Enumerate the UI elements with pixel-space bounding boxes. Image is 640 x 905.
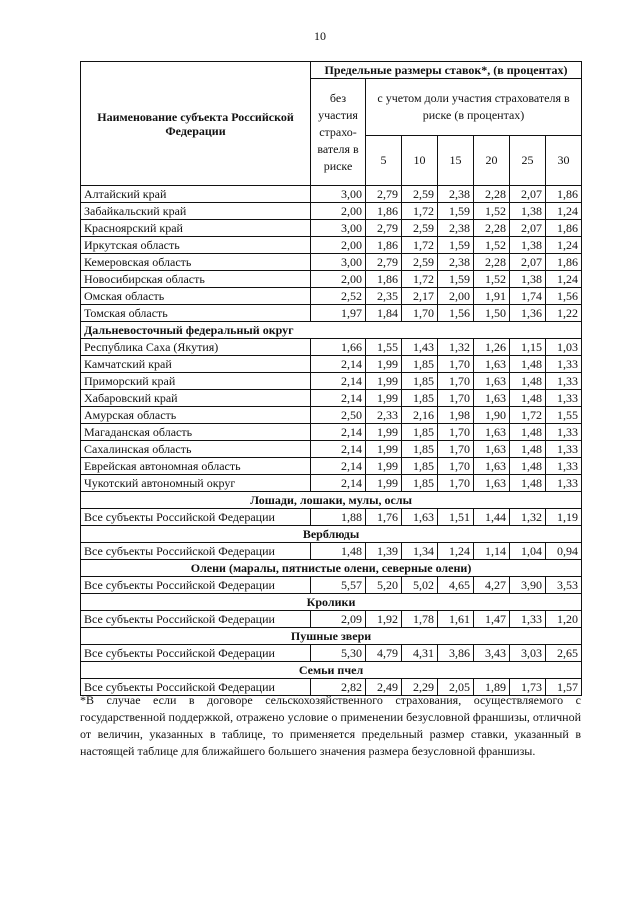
subject-name-cell: Алтайский край: [81, 186, 311, 203]
percent-header: 15: [438, 135, 474, 185]
rate-value-cell: 1,70: [438, 424, 474, 441]
rate-value-cell: 2,07: [510, 220, 546, 237]
percent-header: 10: [402, 135, 438, 185]
rate-value-cell: 1,48: [311, 543, 366, 560]
table-row: [81, 203, 582, 220]
subject-name-cell: Иркутская область: [81, 237, 311, 254]
rate-value-cell: 1,26: [474, 339, 510, 356]
rate-value-cell: 1,24: [438, 543, 474, 560]
subject-name-cell: Все субъекты Российской Федерации: [81, 645, 311, 662]
rate-value-cell: 3,00: [311, 254, 366, 271]
table-row: [81, 186, 582, 203]
table-row: [81, 356, 582, 373]
section-title: Верблюды: [81, 526, 582, 543]
rate-value-cell: 1,86: [366, 237, 402, 254]
table-row: [81, 373, 582, 390]
rate-value-cell: 1,98: [438, 407, 474, 424]
section-title: Пушные звери: [81, 628, 582, 645]
rate-value-cell: 1,63: [474, 475, 510, 492]
rate-value-cell: 1,99: [366, 373, 402, 390]
section-header-row: [81, 526, 582, 543]
percent-header: 5: [366, 135, 402, 185]
rate-value-cell: 1,38: [510, 237, 546, 254]
table-row: [81, 577, 582, 594]
rate-value-cell: 2,07: [510, 186, 546, 203]
section-header-row: [81, 628, 582, 645]
rate-value-cell: 1,52: [474, 237, 510, 254]
rate-value-cell: 1,04: [510, 543, 546, 560]
rate-value-cell: 2,49: [366, 679, 402, 696]
rate-value-cell: 1,47: [474, 611, 510, 628]
rate-value-cell: 1,70: [438, 390, 474, 407]
table-row: [81, 543, 582, 560]
subject-name-cell: Омская область: [81, 288, 311, 305]
rate-value-cell: 1,34: [402, 543, 438, 560]
rate-value-cell: 1,70: [438, 475, 474, 492]
rate-value-cell: 2,14: [311, 424, 366, 441]
rate-value-cell: 1,48: [510, 356, 546, 373]
rate-value-cell: 1,86: [546, 254, 582, 271]
rate-value-cell: 1,63: [474, 441, 510, 458]
rate-value-cell: 1,89: [474, 679, 510, 696]
rate-value-cell: 1,55: [546, 407, 582, 424]
rate-value-cell: 1,85: [402, 356, 438, 373]
rate-value-cell: 2,09: [311, 611, 366, 628]
subject-name-cell: Красноярский край: [81, 220, 311, 237]
rate-value-cell: 1,33: [546, 390, 582, 407]
subject-name-cell: Новосибирская область: [81, 271, 311, 288]
rate-value-cell: 1,86: [546, 186, 582, 203]
rate-value-cell: 5,20: [366, 577, 402, 594]
rate-value-cell: 1,24: [546, 203, 582, 220]
section-header-row: [81, 560, 582, 577]
rate-value-cell: 1,48: [510, 475, 546, 492]
subject-name-cell: Все субъекты Российской Федерации: [81, 577, 311, 594]
rate-value-cell: 2,14: [311, 475, 366, 492]
subject-name-cell: Забайкальский край: [81, 203, 311, 220]
rate-value-cell: 1,32: [510, 509, 546, 526]
rate-value-cell: 2,38: [438, 186, 474, 203]
subject-name-cell: Все субъекты Российской Федерации: [81, 509, 311, 526]
region-header-row: [81, 322, 582, 339]
rate-value-cell: 1,85: [402, 424, 438, 441]
rate-value-cell: 1,48: [510, 390, 546, 407]
table-row: [81, 441, 582, 458]
rate-value-cell: 1,63: [474, 390, 510, 407]
rate-value-cell: 1,20: [546, 611, 582, 628]
rate-value-cell: 2,59: [402, 254, 438, 271]
rate-value-cell: 1,39: [366, 543, 402, 560]
subject-name-cell: Республика Саха (Якутия): [81, 339, 311, 356]
rate-value-cell: 1,84: [366, 305, 402, 322]
subject-name-cell: Томская область: [81, 305, 311, 322]
rate-value-cell: 1,33: [546, 356, 582, 373]
rate-value-cell: 1,92: [366, 611, 402, 628]
rate-value-cell: 1,33: [546, 373, 582, 390]
rate-value-cell: 1,85: [402, 441, 438, 458]
rate-value-cell: 2,29: [402, 679, 438, 696]
section-title: Семьи пчел: [81, 662, 582, 679]
rate-value-cell: 1,48: [510, 373, 546, 390]
rate-value-cell: 0,94: [546, 543, 582, 560]
rate-value-cell: 1,15: [510, 339, 546, 356]
rate-value-cell: 1,76: [366, 509, 402, 526]
rate-value-cell: 1,99: [366, 356, 402, 373]
rate-value-cell: 1,72: [510, 407, 546, 424]
rates-table: [80, 61, 582, 696]
rate-value-cell: 1,43: [402, 339, 438, 356]
rate-value-cell: 1,50: [474, 305, 510, 322]
rate-value-cell: 3,00: [311, 220, 366, 237]
rate-value-cell: 3,43: [474, 645, 510, 662]
rate-value-cell: 1,33: [510, 611, 546, 628]
rate-value-cell: 1,72: [402, 237, 438, 254]
rate-value-cell: 1,51: [438, 509, 474, 526]
percent-header: 30: [546, 135, 582, 185]
rate-value-cell: 1,36: [510, 305, 546, 322]
rate-value-cell: 2,00: [311, 271, 366, 288]
rate-value-cell: 1,24: [546, 271, 582, 288]
rate-value-cell: 1,44: [474, 509, 510, 526]
rate-value-cell: 1,33: [546, 424, 582, 441]
subject-name-cell: Кемеровская область: [81, 254, 311, 271]
subject-name-cell: Все субъекты Российской Федерации: [81, 611, 311, 628]
rate-value-cell: 1,38: [510, 271, 546, 288]
subject-name-cell: Еврейская автономная область: [81, 458, 311, 475]
subject-name-cell: Все субъекты Российской Федерации: [81, 679, 311, 696]
rate-value-cell: 1,32: [438, 339, 474, 356]
subject-name-cell: Приморский край: [81, 373, 311, 390]
rate-value-cell: 3,53: [546, 577, 582, 594]
page-number: 10: [314, 29, 326, 43]
rate-value-cell: 2,65: [546, 645, 582, 662]
rate-value-cell: 1,59: [438, 271, 474, 288]
rate-value-cell: 2,16: [402, 407, 438, 424]
rate-value-cell: 1,48: [510, 441, 546, 458]
rate-value-cell: 1,85: [402, 390, 438, 407]
rate-value-cell: 2,14: [311, 441, 366, 458]
rate-value-cell: 1,19: [546, 509, 582, 526]
rate-value-cell: 2,59: [402, 220, 438, 237]
subject-name-cell: Чукотский автономный округ: [81, 475, 311, 492]
table-row: [81, 271, 582, 288]
rate-value-cell: 3,03: [510, 645, 546, 662]
footnote: *В случае если в договоре сельскохозяйственного страхования, осуществляемого с государственной поддержкой, отражено условие о применении безусловной франшизы, отличной от величин, указанных в таблице, то применяется предельный размер ставки, указанный в настоящей таблице для ближайшего большего значения размера безусловной франшизы.: [80, 693, 581, 758]
rate-value-cell: 1,90: [474, 407, 510, 424]
rate-value-cell: 1,97: [311, 305, 366, 322]
table-row: [81, 407, 582, 424]
rate-value-cell: 2,14: [311, 373, 366, 390]
rate-value-cell: 1,56: [438, 305, 474, 322]
column-header-without-share: без участия страхо-вателя в риске: [311, 79, 366, 186]
rate-value-cell: 2,79: [366, 186, 402, 203]
rate-value-cell: 1,88: [311, 509, 366, 526]
rate-value-cell: 2,14: [311, 458, 366, 475]
rate-value-cell: 5,02: [402, 577, 438, 594]
region-title: Дальневосточный федеральный округ: [81, 322, 582, 339]
rate-value-cell: 1,86: [366, 203, 402, 220]
rate-value-cell: 1,70: [438, 441, 474, 458]
rate-value-cell: 1,63: [402, 509, 438, 526]
table-row: [81, 220, 582, 237]
rate-value-cell: 2,07: [510, 254, 546, 271]
rate-value-cell: 1,70: [438, 458, 474, 475]
rate-value-cell: 2,33: [366, 407, 402, 424]
table-row: [81, 288, 582, 305]
rate-value-cell: 2,28: [474, 186, 510, 203]
column-header-max-rates: Предельные размеры ставок*, (в процентах): [311, 62, 582, 79]
rate-value-cell: 1,99: [366, 424, 402, 441]
section-header-row: [81, 594, 582, 611]
rate-value-cell: 1,48: [510, 458, 546, 475]
rate-value-cell: 1,33: [546, 441, 582, 458]
rate-value-cell: 2,79: [366, 254, 402, 271]
rate-value-cell: 2,00: [438, 288, 474, 305]
rate-value-cell: 2,35: [366, 288, 402, 305]
subject-name-cell: Амурская область: [81, 407, 311, 424]
table-body: [81, 186, 582, 696]
subject-name-cell: Хабаровский край: [81, 390, 311, 407]
subject-name-cell: Все субъекты Российской Федерации: [81, 543, 311, 560]
rate-value-cell: 4,31: [402, 645, 438, 662]
rate-value-cell: 2,82: [311, 679, 366, 696]
rate-value-cell: 2,00: [311, 237, 366, 254]
rate-value-cell: 3,00: [311, 186, 366, 203]
rate-value-cell: 2,59: [402, 186, 438, 203]
rate-value-cell: 1,63: [474, 373, 510, 390]
percent-header: 25: [510, 135, 546, 185]
rate-value-cell: 1,66: [311, 339, 366, 356]
rate-value-cell: 1,59: [438, 237, 474, 254]
rate-value-cell: 1,73: [510, 679, 546, 696]
rate-value-cell: 1,33: [546, 458, 582, 475]
rate-value-cell: 2,28: [474, 220, 510, 237]
rate-value-cell: 1,85: [402, 458, 438, 475]
subject-name-cell: Камчатский край: [81, 356, 311, 373]
rate-value-cell: 5,30: [311, 645, 366, 662]
rate-value-cell: 1,78: [402, 611, 438, 628]
table-row: [81, 611, 582, 628]
rate-value-cell: 1,99: [366, 441, 402, 458]
rate-value-cell: 1,74: [510, 288, 546, 305]
rate-value-cell: 4,27: [474, 577, 510, 594]
rate-value-cell: 1,70: [438, 356, 474, 373]
table-row: [81, 339, 582, 356]
section-title: Кролики: [81, 594, 582, 611]
table-row: [81, 390, 582, 407]
rate-value-cell: 2,52: [311, 288, 366, 305]
rate-value-cell: 2,05: [438, 679, 474, 696]
rate-value-cell: 1,38: [510, 203, 546, 220]
table-row: [81, 237, 582, 254]
rate-value-cell: 1,63: [474, 424, 510, 441]
table-row: [81, 305, 582, 322]
rate-value-cell: 1,99: [366, 475, 402, 492]
rate-value-cell: 1,72: [402, 203, 438, 220]
rate-value-cell: 1,33: [546, 475, 582, 492]
rate-value-cell: 3,86: [438, 645, 474, 662]
rate-value-cell: 1,70: [402, 305, 438, 322]
rate-value-cell: 1,22: [546, 305, 582, 322]
subject-name-cell: Сахалинская область: [81, 441, 311, 458]
column-header-subject: Наименование субъекта Российской Федерации: [81, 62, 311, 186]
rate-value-cell: 5,57: [311, 577, 366, 594]
rate-value-cell: 2,38: [438, 254, 474, 271]
rate-value-cell: 2,14: [311, 390, 366, 407]
rate-value-cell: 1,03: [546, 339, 582, 356]
rate-value-cell: 2,00: [311, 203, 366, 220]
rate-value-cell: 1,72: [402, 271, 438, 288]
table-row: [81, 458, 582, 475]
table-row: [81, 475, 582, 492]
subject-name-cell: Магаданская область: [81, 424, 311, 441]
rate-value-cell: 1,85: [402, 373, 438, 390]
rate-value-cell: 1,59: [438, 203, 474, 220]
rate-value-cell: 2,79: [366, 220, 402, 237]
rate-value-cell: 2,38: [438, 220, 474, 237]
rate-value-cell: 3,90: [510, 577, 546, 594]
table-row: [81, 509, 582, 526]
section-header-row: [81, 492, 582, 509]
rate-value-cell: 2,17: [402, 288, 438, 305]
rate-value-cell: 1,91: [474, 288, 510, 305]
rate-value-cell: 4,65: [438, 577, 474, 594]
rate-value-cell: 1,85: [402, 475, 438, 492]
rate-value-cell: 1,70: [438, 373, 474, 390]
rate-value-cell: 1,99: [366, 390, 402, 407]
rate-value-cell: 1,86: [366, 271, 402, 288]
rate-value-cell: 4,79: [366, 645, 402, 662]
rate-value-cell: 2,28: [474, 254, 510, 271]
table-row: [81, 645, 582, 662]
rate-value-cell: 1,57: [546, 679, 582, 696]
rate-value-cell: 1,48: [510, 424, 546, 441]
section-title: Лошади, лошаки, мулы, ослы: [81, 492, 582, 509]
rate-value-cell: 1,99: [366, 458, 402, 475]
rate-value-cell: 1,86: [546, 220, 582, 237]
rate-value-cell: 2,50: [311, 407, 366, 424]
rate-value-cell: 1,14: [474, 543, 510, 560]
table-row: [81, 424, 582, 441]
table-row: [81, 254, 582, 271]
rate-value-cell: 2,14: [311, 356, 366, 373]
section-title: Олени (маралы, пятнистые олени, северные олени): [81, 560, 582, 577]
rate-value-cell: 1,52: [474, 271, 510, 288]
percent-header: 20: [474, 135, 510, 185]
rate-value-cell: 1,52: [474, 203, 510, 220]
rate-value-cell: 1,63: [474, 458, 510, 475]
column-header-with-share: с учетом доли участия страхователя в риске (в процентах): [366, 79, 582, 136]
rate-value-cell: 1,24: [546, 237, 582, 254]
rate-value-cell: 1,55: [366, 339, 402, 356]
section-header-row: [81, 662, 582, 679]
rate-value-cell: 1,63: [474, 356, 510, 373]
rate-value-cell: 1,56: [546, 288, 582, 305]
rate-value-cell: 1,61: [438, 611, 474, 628]
